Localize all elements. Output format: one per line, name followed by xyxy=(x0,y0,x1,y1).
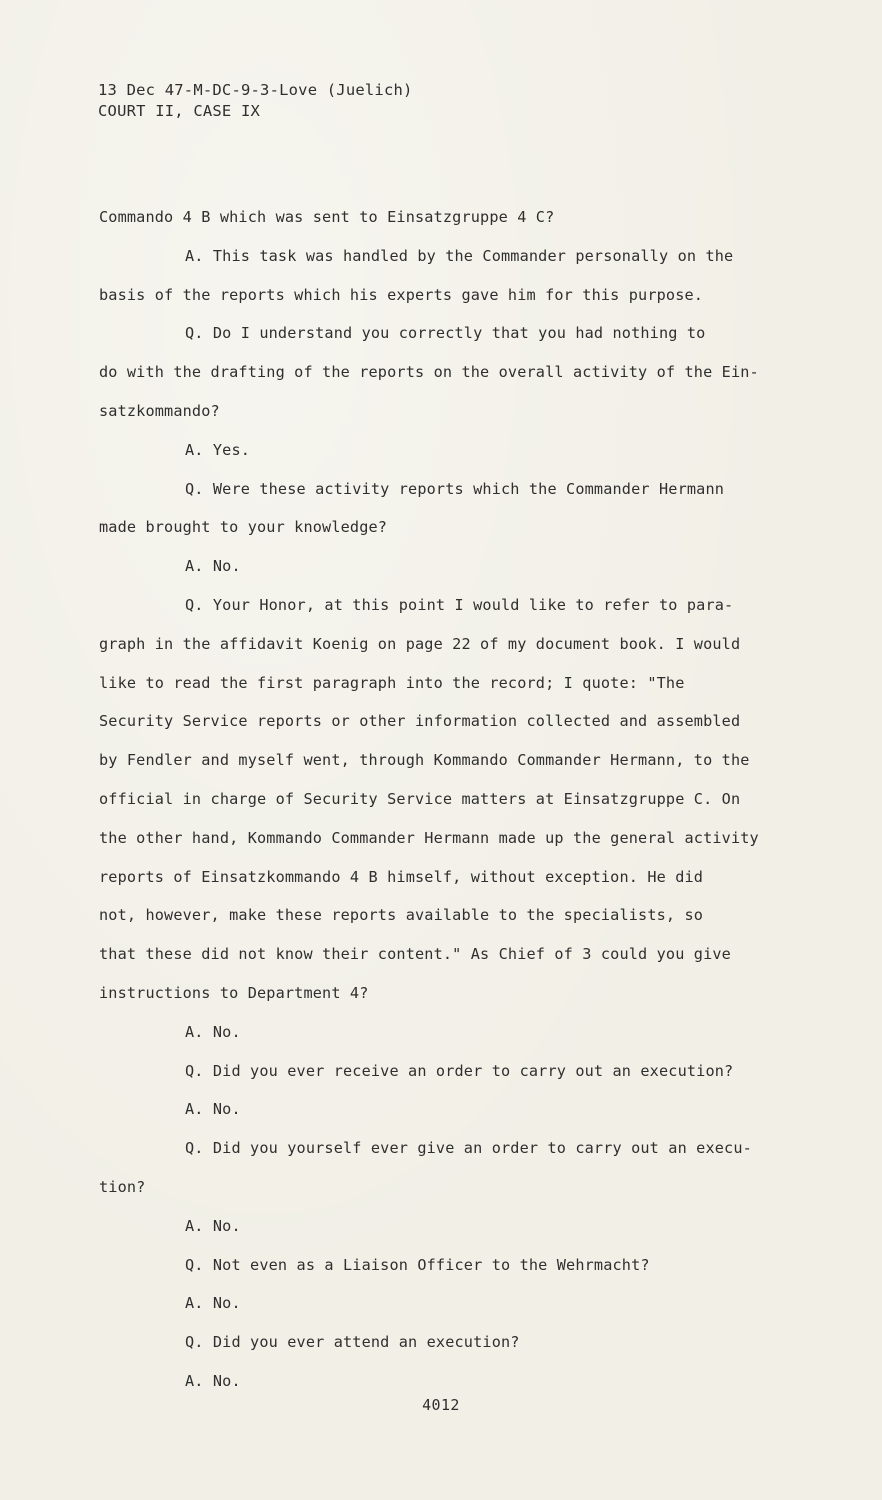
document-header xyxy=(98,80,413,122)
header-court-case: COURT II, CASE IX xyxy=(98,102,261,120)
transcript-line: A. No. xyxy=(185,1216,241,1235)
transcript-line: A. This task was handled by the Commander personally on the xyxy=(185,246,734,265)
transcript-line: official in charge of Security Service matters at Einsatzgruppe C. On xyxy=(99,789,741,808)
transcript-line: Q. Did you ever receive an order to carry out an execution? xyxy=(185,1061,734,1080)
transcript-line: Q. Were these activity reports which the Commander Hermann xyxy=(185,479,725,498)
transcript-line: made brought to your knowledge? xyxy=(99,518,388,537)
transcript-line: Q. Do I understand you correctly that you had nothing to xyxy=(185,324,706,343)
transcript-line: the other hand, Kommando Commander Hermann made up the general activity xyxy=(99,828,759,847)
transcript-line: reports of Einsatzkommando 4 B himself, without exception. He did xyxy=(99,867,704,886)
transcript-line: not, however, make these reports available to the specialists, so xyxy=(99,906,704,925)
transcript-line: basis of the reports which his experts gave him for this purpose. xyxy=(99,285,704,304)
transcript-line: Q. Did you yourself ever give an order to carry out an execu- xyxy=(185,1139,752,1158)
transcript-line: graph in the affidavit Koenig on page 22 of my document book. I would xyxy=(99,634,741,653)
header-case-reference: 13 Dec 47-M-DC-9-3-Love (Juelich) xyxy=(98,81,413,99)
transcript-line: Security Service reports or other information collected and assembled xyxy=(99,712,741,731)
transcript-body xyxy=(99,198,799,1401)
transcript-line: tion? xyxy=(99,1177,146,1196)
transcript-line: Q. Did you ever attend an execution? xyxy=(185,1333,520,1352)
transcript-line: by Fendler and myself went, through Kommando Commander Hermann, to the xyxy=(99,751,750,770)
transcript-line: A. No. xyxy=(185,1371,241,1390)
transcript-line: Q. Your Honor, at this point I would like to refer to para- xyxy=(185,595,734,614)
transcript-line: A. No. xyxy=(185,1022,241,1041)
transcript-line: Q. Not even as a Liaison Officer to the Wehrmacht? xyxy=(185,1255,650,1274)
transcript-line: A. Yes. xyxy=(185,440,251,459)
transcript-line: satzkommando? xyxy=(99,401,220,420)
transcript-line: A. No. xyxy=(185,1294,241,1313)
transcript-line: instructions to Department 4? xyxy=(99,983,369,1002)
transcript-line: A. No. xyxy=(185,1100,241,1119)
transcript-line: do with the drafting of the reports on the overall activity of the Ein- xyxy=(99,363,759,382)
page-number: 4012 xyxy=(422,1396,460,1414)
transcript-line: Commando 4 B which was sent to Einsatzgruppe 4 C? xyxy=(99,208,555,226)
transcript-line: A. No. xyxy=(185,557,241,576)
transcript-line: like to read the first paragraph into the record; I quote: "The xyxy=(99,673,685,692)
transcript-line: that these did not know their content." As Chief of 3 could you give xyxy=(99,945,731,964)
